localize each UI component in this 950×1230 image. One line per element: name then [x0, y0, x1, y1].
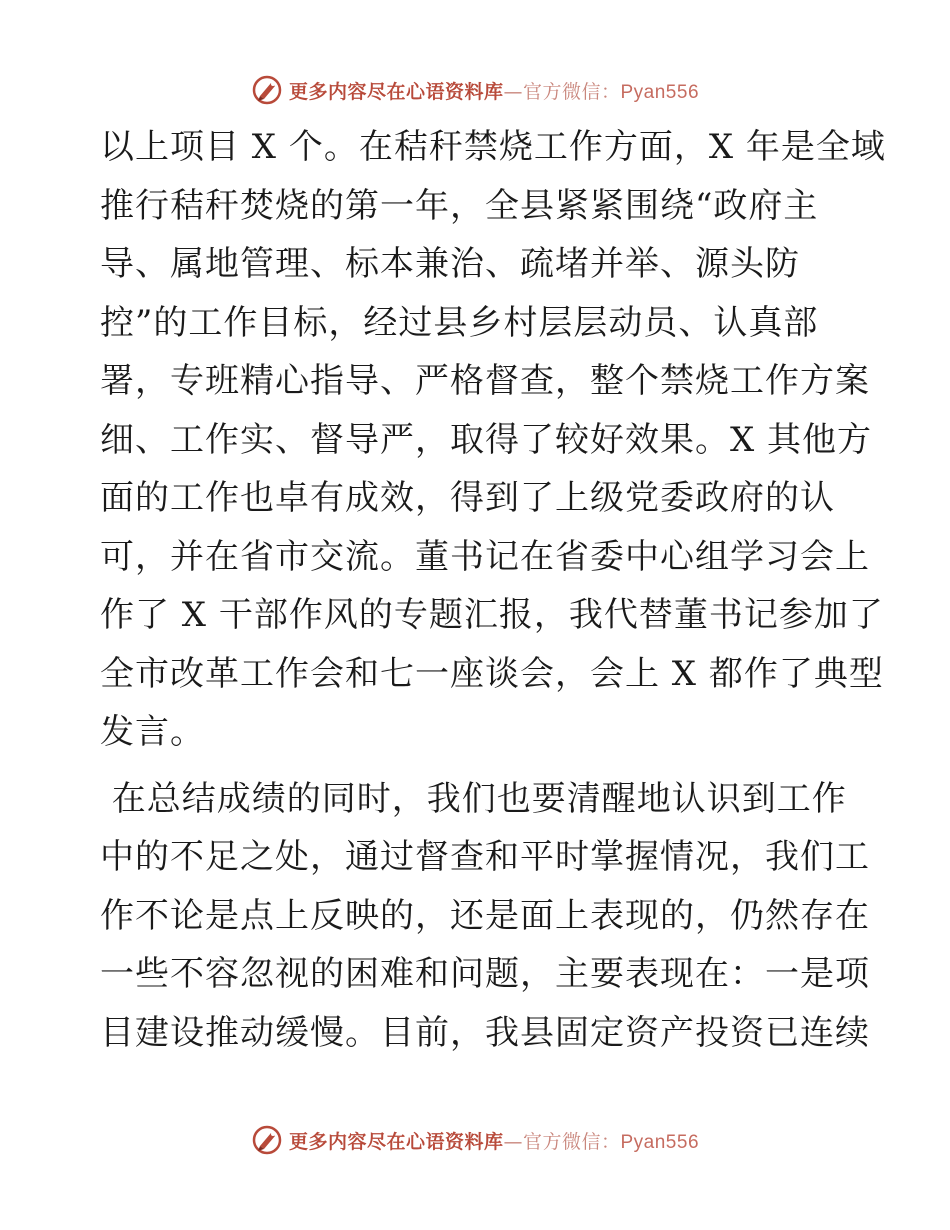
pen-logo-icon — [251, 74, 283, 106]
text-line: 细、工作实、督导严，取得了较好效果。X 其他方 — [100, 419, 873, 460]
paragraph-2 — [100, 770, 870, 1063]
watermark-dash: — — [503, 80, 523, 103]
text-line: 署，专班精心指导、严格督查，整个禁烧工作方案 — [100, 361, 870, 401]
watermark-main: 更多内容尽在心语资料库 — [288, 80, 504, 103]
text-line: 在总结成绩的同时，我们也要清醒地认识到工作 — [100, 778, 847, 819]
text-line: 一些不容忽视的困难和问题，主要表现在：一是项 — [100, 954, 870, 994]
watermark-sub: 官方微信： — [522, 80, 621, 103]
text-line: 推行秸秆焚烧的第一年，全县紧紧围绕“政府主 — [100, 185, 819, 226]
document-body — [100, 118, 886, 1062]
text-line: 全市改革工作会和七一座谈会，会上 X 都作了典型 — [100, 653, 884, 694]
text-line: 中的不足之处，通过督查和平时掌握情况，我们工 — [100, 837, 870, 877]
watermark-main: 更多内容尽在心语资料库 — [288, 1130, 504, 1153]
text-line: 作了 X 干部作风的专题汇报，我代替董书记参加了 — [100, 595, 884, 635]
watermark-text — [289, 77, 699, 104]
text-line: 作不论是点上反映的，还是面上表现的，仍然存在 — [100, 895, 870, 936]
watermark-text — [289, 1127, 699, 1154]
text-line: 发言。 — [100, 712, 205, 752]
text-line: 目建设推动缓慢。目前，我县固定资产投资已连续 — [100, 1012, 870, 1053]
text-line: 以上项目 X 个。在秸秆禁烧工作方面，X 年是全域 — [100, 127, 886, 167]
footer-watermark — [0, 1122, 950, 1158]
text-line: 可，并在省市交流。董书记在省委中心组学习会上 — [100, 536, 870, 577]
watermark-dash: — — [503, 1130, 523, 1153]
watermark-id: Pyan556 — [620, 1131, 700, 1153]
paragraph-1 — [100, 118, 886, 762]
text-line: 控”的工作目标，经过县乡村层层动员、认真部 — [100, 302, 819, 343]
text-line: 导、属地管理、标本兼治、疏堵并举、源头防 — [100, 244, 800, 284]
header-watermark — [0, 72, 950, 108]
watermark-sub: 官方微信： — [522, 1130, 621, 1153]
watermark-id: Pyan556 — [620, 81, 700, 103]
pen-logo-icon — [251, 1124, 283, 1156]
text-line: 面的工作也卓有成效，得到了上级党委政府的认 — [100, 478, 835, 518]
